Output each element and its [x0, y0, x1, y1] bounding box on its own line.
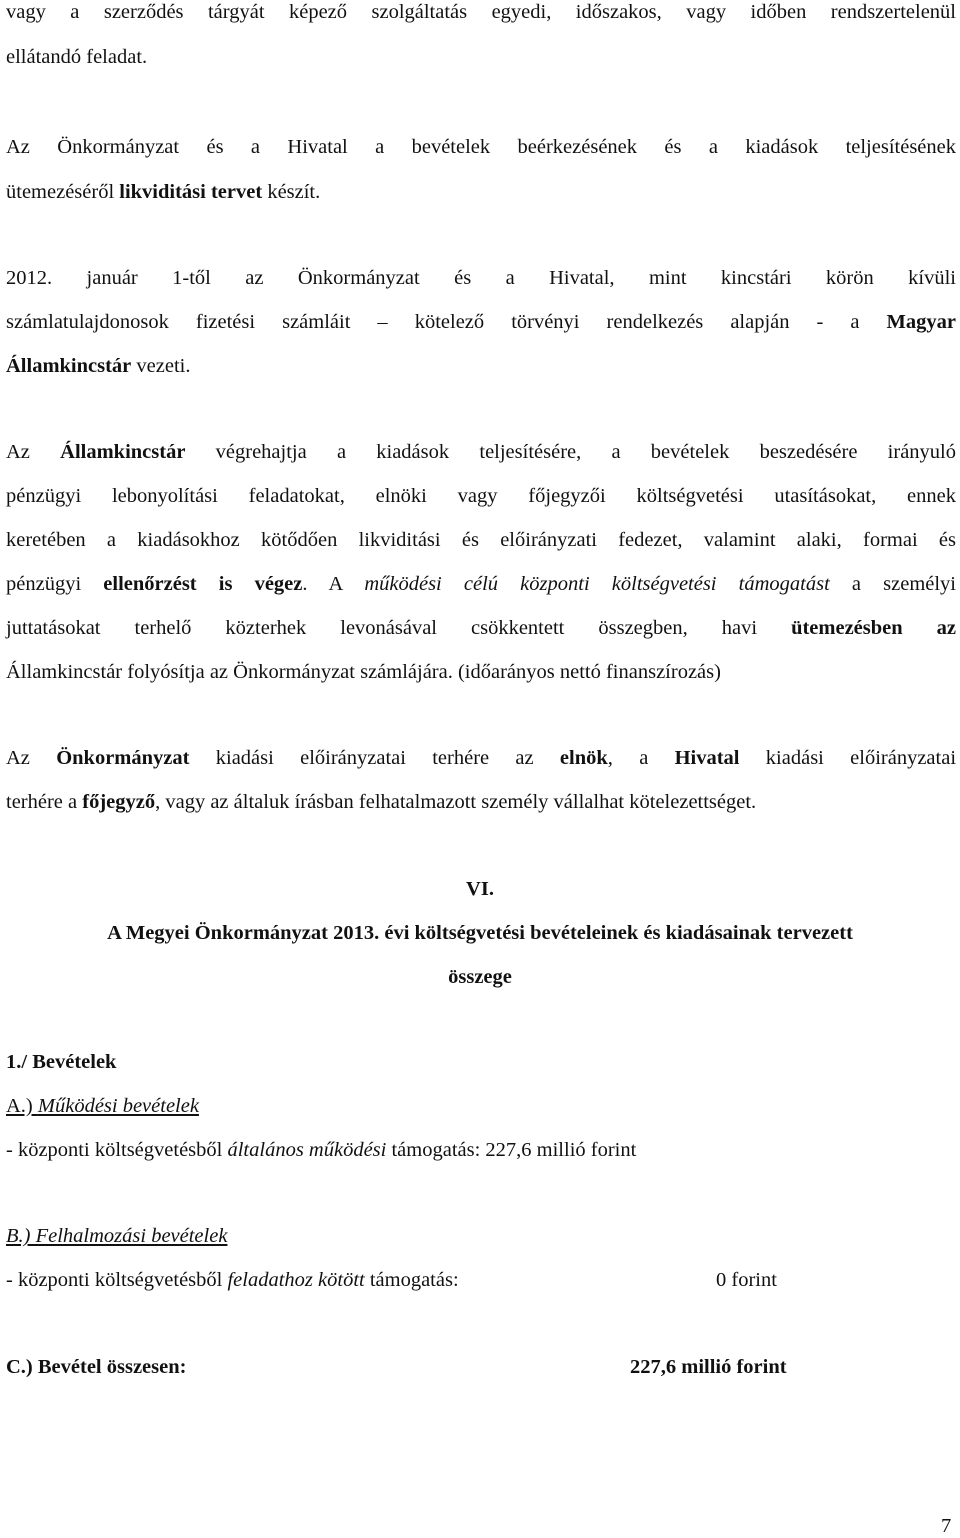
total-revenue-label: C.) Bevétel összesen:: [6, 1356, 187, 1378]
paragraph-3-line-2: számlatulajdonosok fizetési számláit – kötelező törvényi rendelkezés alapján - a Magyar: [6, 311, 956, 333]
capital-revenues-heading: B.) Felhalmozási bevételek: [6, 1225, 228, 1247]
bold-likviditasi-terv: likviditási tervet: [119, 181, 263, 203]
paragraph-5-line-1: Az Önkormányzat kiadási előirányzatai terhére az elnök, a Hivatal kiadási előirányzatai: [6, 747, 957, 769]
paragraph-2-line-2: ütemezéséről likviditási tervet készít.: [6, 181, 321, 203]
operating-revenues-heading: A.) Működési bevételek: [6, 1095, 199, 1117]
page-number: 7: [941, 1515, 952, 1537]
paragraph-1-line-2: ellátandó feladat.: [6, 46, 148, 68]
operating-revenues-item: - központi költségvetésből általános működési támogatás: 227,6 millió forint: [6, 1139, 637, 1161]
paragraph-1-line-1: vagy a szerződés tárgyát képező szolgáltatás egyedi, időszakos, vagy időben rendszertelenül: [6, 1, 956, 23]
paragraph-4-line-6: Államkincstár folyósítja az Önkormányzat számlájára. (időarányos nettó finanszírozás): [6, 661, 721, 683]
paragraph-3-line-3: Államkincstár vezeti.: [6, 355, 191, 377]
paragraph-4-line-5: juttatásokat terhelő közterhek levonásával csökkentett összegben, havi ütemezésben az: [6, 617, 956, 639]
total-revenue-amount: 227,6 millió forint: [630, 1356, 787, 1378]
paragraph-4-line-4: pénzügyi ellenőrzést is végez. A működési célú központi költségvetési támogatást a személyi: [6, 573, 956, 595]
paragraph-4-line-1: Az Államkincstár végrehajtja a kiadások teljesítésére, a bevételek beszedésére irányuló: [6, 441, 956, 463]
capital-revenues-item: - központi költségvetésből feladathoz kötött támogatás:: [6, 1269, 459, 1291]
section-title-line-1: A Megyei Önkormányzat 2013. évi költségvetési bevételeinek és kiadásainak tervezett: [107, 922, 853, 944]
revenues-heading: 1./ Bevételek: [6, 1051, 117, 1073]
section-number: VI.: [466, 878, 494, 900]
paragraph-5-line-2: terhére a főjegyző, vagy az általuk írásban felhatalmazott személy vállalhat kötelezettséget.: [6, 791, 757, 813]
capital-revenues-amount: 0 forint: [716, 1269, 777, 1291]
paragraph-4-line-3: keretében a kiadásokhoz kötődően likviditási és előirányzati fedezet, valamint alaki, formai és: [6, 529, 956, 551]
section-title-line-2: összege: [448, 966, 512, 988]
paragraph-2-line-1: Az Önkormányzat és a Hivatal a bevételek beérkezésének és a kiadások teljesítésének: [6, 136, 956, 158]
paragraph-4-line-2: pénzügyi lebonyolítási feladatokat, elnöki vagy főjegyzői költségvetési utasításokat, ennek: [6, 485, 956, 507]
paragraph-3-line-1: 2012. január 1-től az Önkormányzat és a Hivatal, mint kincstári körön kívüli: [6, 267, 956, 289]
